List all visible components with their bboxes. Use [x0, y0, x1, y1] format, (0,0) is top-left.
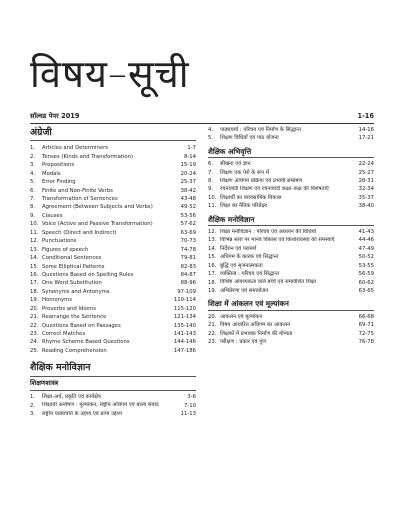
toc-entry-number: 4.	[208, 126, 214, 133]
toc-entry-pages: 47-49	[358, 245, 374, 252]
toc-entry-pages: 56-59	[358, 271, 374, 278]
toc-entry-number: 1.	[30, 394, 36, 401]
toc-entry-pages: 28-31	[358, 177, 374, 184]
toc-entry-pages: 74-78	[180, 246, 196, 253]
toc-entry[interactable]	[30, 347, 196, 355]
toc-entry-title: निर्देशन एवं परामर्श	[220, 245, 257, 252]
toc-entry-number: 4.	[30, 170, 36, 177]
toc-entry-number: 3.	[30, 411, 36, 418]
toc-entry-pages: 50-52	[358, 254, 374, 261]
toc-entry-title: Correct Matches	[42, 331, 86, 338]
toc-entry-pages: 141-143	[173, 331, 196, 338]
section-heading-edu-psych: शैक्षिक मनोविज्ञान	[30, 361, 196, 376]
toc-entry-pages: 63-65	[358, 288, 374, 295]
toc-entry-number: 21.	[30, 314, 39, 321]
toc-entry-pages: 121-134	[173, 314, 196, 321]
section-heading-manovigyan: शैक्षिक मनोविज्ञान	[208, 214, 374, 226]
toc-entry-title: Punctuations	[42, 238, 77, 245]
toc-entry-number: 23.	[208, 338, 217, 345]
toc-entry[interactable]	[30, 313, 196, 321]
toc-entry-title: शिक्षण अधिगम प्रक्रिया एवं प्रभावी सम्प्रेषण	[220, 177, 303, 184]
toc-entry-title: Proverbs and Idioms	[42, 305, 96, 312]
toc-entry-pages: 60-62	[358, 279, 374, 286]
toc-entry-title: Speech (Direct and Indirect)	[42, 229, 117, 236]
toc-entry-pages: 57-62	[180, 221, 196, 228]
toc-entry[interactable]	[208, 321, 374, 329]
toc-entry-title: शिक्षार्थी अन्वेषण : मूल्यांकन, राष्ट्रीय अधिगम एवं बाल्य संवाद	[42, 402, 159, 409]
toc-entry-number: 2.	[30, 153, 36, 160]
toc-entry-title: परीक्षण : प्रकार एवं गुण	[220, 338, 267, 345]
toc-entry-title: Questions Based on Spelling Rules	[42, 271, 134, 278]
toc-entry-pages: 97-109	[177, 288, 196, 295]
page-title: विषय–सूची	[30, 52, 190, 96]
toc-entry-number: 20.	[30, 305, 39, 312]
toc-entry-pages: 32-34	[358, 186, 374, 193]
toc-entry-number: 9.	[208, 186, 214, 193]
toc-entry[interactable]	[30, 187, 196, 195]
solved-paper-pages: 1-16	[357, 112, 374, 120]
toc-entry-number: 14.	[30, 255, 39, 262]
toc-entry[interactable]	[30, 229, 196, 237]
toc-entry-pages: 7-10	[183, 402, 196, 409]
pedagogy-toc-list	[30, 393, 196, 418]
toc-entry[interactable]	[30, 410, 196, 418]
toc-entry-number: 20.	[208, 313, 217, 320]
toc-entry-title: अभिप्रेरणा एवं समायोजन	[220, 288, 269, 295]
toc-entry-title: Rhyme Scheme Based Questions	[42, 339, 130, 346]
toc-entry-pages: 110-114	[173, 297, 196, 304]
toc-entry-pages: 88-96	[180, 280, 196, 287]
toc-entry[interactable]	[208, 194, 374, 202]
toc-entry-number: 22.	[208, 330, 217, 337]
toc-entry-title: Conditional Sentences	[42, 255, 102, 262]
toc-entry[interactable]	[208, 262, 374, 270]
assessment-toc-list	[208, 313, 374, 347]
toc-entry-title: शिक्षा का नैतिक परिप्रेक्ष्य	[220, 203, 268, 210]
toc-entry-title: विभिन्न स्तरों पर मानव विकास एवं किशोरावस्था की समस्याएँ	[220, 237, 335, 244]
manovigyan-toc-list	[208, 228, 374, 296]
toc-entry-number: 2.	[30, 402, 36, 409]
toc-entry-pages: 35-37	[358, 194, 374, 201]
toc-entry-number: 14.	[208, 245, 217, 252]
toc-entry-number: 5.	[30, 179, 36, 186]
toc-entry-title: शिक्षार्थी का व्यावसायिक विकास	[220, 194, 282, 201]
toc-entry-pages: 11-13	[180, 411, 196, 418]
toc-entry-title: Figures of speech	[42, 246, 89, 253]
toc-entry-number: 12.	[30, 238, 39, 245]
toc-entry-pages: 69-71	[358, 322, 374, 329]
toc-entry-title: Questions Based on Passages	[42, 322, 121, 329]
toc-entry-number: 13.	[30, 246, 39, 253]
toc-entry-number: 21.	[208, 322, 217, 329]
toc-entry-title: One Word Substitution	[42, 280, 102, 287]
toc-entry-title: Tenses (Kinds and Transformation)	[42, 153, 134, 160]
toc-entry-pages: 22-24	[358, 161, 374, 168]
toc-entry[interactable]	[30, 237, 196, 245]
toc-entry-pages: 49-52	[180, 204, 196, 211]
toc-entry-title: Agreement (Between Subjects and Verbs)	[42, 204, 153, 211]
toc-entry-number: 18.	[30, 288, 39, 295]
adhigam-toc-list	[208, 160, 374, 211]
toc-entry-pages: 70-73	[180, 238, 196, 245]
toc-entry[interactable]	[30, 178, 196, 186]
toc-entry[interactable]	[208, 185, 374, 193]
toc-entry-number: 11.	[30, 229, 39, 236]
toc-entry-number: 13.	[208, 237, 217, 244]
toc-entry[interactable]	[30, 338, 196, 346]
toc-entry-pages: 79-81	[180, 255, 196, 262]
toc-entry-number: 15.	[208, 254, 217, 261]
toc-entry[interactable]	[208, 279, 374, 287]
section-heading-english: अंग्रेजी	[30, 126, 196, 141]
subsection-heading-pedagogy: शिक्षणशास्त्र	[30, 378, 59, 387]
english-toc-list	[30, 144, 196, 355]
toc-entry-title: रचनावादी शिक्षण एवं रचनावादी कक्षा–कक्ष की विशेषताएँ	[220, 186, 329, 193]
solved-paper-row[interactable]	[30, 113, 374, 120]
toc-entry-title: Modals	[42, 170, 61, 177]
toc-entry-number: 12.	[208, 228, 217, 235]
toc-entry-title: Clauses	[42, 212, 63, 219]
toc-entry-title: अधिगम के कारक एवं सिद्धान्त	[220, 254, 279, 261]
toc-entry-pages: 14-16	[358, 126, 374, 133]
toc-entry-number: 23.	[30, 331, 39, 338]
toc-entry-number: 8.	[30, 204, 36, 211]
toc-entry-number: 15.	[30, 263, 39, 270]
toc-entry-title: पाठ्यचर्या : परिचय एवं निर्माण के सिद्धान्त	[220, 126, 301, 133]
toc-entry[interactable]	[208, 236, 374, 244]
toc-entry[interactable]	[30, 153, 196, 161]
toc-entry-pages: 8-14	[183, 153, 196, 160]
toc-entry-title: Voice (Active and Passive Transformation)	[42, 221, 153, 228]
toc-entry-title: शिक्षा मनोविज्ञान : परिचय एवं अध्ययन की विधियाँ	[220, 228, 317, 235]
toc-entry-pages: 43-48	[180, 196, 196, 203]
toc-entry[interactable]	[208, 245, 374, 253]
toc-entry[interactable]	[30, 305, 196, 313]
toc-entry-title: बुद्धि एवं सृजनात्मकता	[220, 262, 263, 269]
toc-entry-title: Finite and Non-Finite Verbs	[42, 187, 113, 194]
toc-entry[interactable]	[208, 313, 374, 321]
toc-entry-pages: 53-56	[180, 212, 196, 219]
toc-entry[interactable]	[208, 287, 374, 295]
toc-entry-number: 8.	[208, 177, 214, 184]
toc-entry-title: Prepositions	[42, 162, 75, 169]
toc-entry[interactable]	[30, 296, 196, 304]
toc-entry-number: 7.	[208, 169, 214, 176]
toc-entry-title: शिक्षण विधियाँ एवं पाठ योजना	[220, 135, 279, 142]
toc-entry-title: विषय आधारित अधिगम का आकलन	[220, 322, 291, 329]
toc-entry[interactable]	[30, 254, 196, 262]
toc-entry[interactable]	[30, 330, 196, 338]
toc-entry-pages: 15-19	[180, 162, 196, 169]
subsection-divider	[30, 390, 196, 391]
toc-entry[interactable]	[30, 203, 196, 211]
toc-entry-pages: 135-140	[173, 322, 196, 329]
toc-entry-number: 5.	[208, 135, 214, 142]
toc-entry[interactable]	[30, 279, 196, 287]
toc-entry-number: 6.	[30, 187, 36, 194]
toc-entry-pages: 44-46	[358, 237, 374, 244]
toc-entry-number: 6.	[208, 161, 214, 168]
left-column	[30, 126, 196, 419]
toc-entry-title: Reading Comprehension	[42, 347, 107, 354]
section-heading-adhigam: शैक्षिक अभिवृत्ति	[208, 146, 374, 158]
toc-entry-pages: 144-146	[173, 339, 196, 346]
toc-entry-title: Rearrange the Sentence	[42, 314, 107, 321]
toc-entry-pages: 53-55	[358, 262, 374, 269]
header-divider	[30, 123, 374, 124]
toc-entry-title: Articles and Determiners	[42, 145, 109, 152]
toc-entry-number: 3.	[30, 162, 36, 169]
toc-entry-number: 22.	[30, 322, 39, 329]
toc-entry-number: 19.	[30, 297, 39, 304]
toc-entry-title: विशिष्ट आवश्यकता वाले बच्चे एवं समावेशित शिक्षा	[220, 279, 316, 286]
toc-entry-pages: 63-69	[180, 229, 196, 236]
toc-entry-pages: 38-42	[180, 187, 196, 194]
toc-entry-number: 9.	[30, 212, 36, 219]
toc-entry-number: 24.	[30, 339, 39, 346]
toc-entry-pages: 41-43	[358, 228, 374, 235]
toc-entry-number: 16.	[208, 262, 217, 269]
toc-entry-number: 1.	[30, 145, 36, 152]
toc-entry-title: राष्ट्रीय पाठ्यचर्या के उद्देश्य एवं प्राप्य उद्देश्य	[42, 410, 122, 417]
toc-entry[interactable]	[30, 195, 196, 203]
toc-entry-title: Synonyms and Antonyms	[42, 288, 110, 295]
toc-entry-number: 17.	[30, 280, 39, 287]
pedagogy-continued-toc-list	[208, 126, 374, 143]
toc-entry-number: 25.	[30, 347, 39, 354]
toc-entry-title: Error Finding	[42, 179, 76, 186]
toc-entry-number: 17.	[208, 271, 217, 278]
toc-entry[interactable]	[30, 220, 196, 228]
toc-entry[interactable]	[208, 228, 374, 236]
toc-entry-pages: 115-120	[173, 305, 196, 312]
toc-entry-pages: 25-37	[180, 179, 196, 186]
toc-entry-number: 16.	[30, 271, 39, 278]
toc-entry-pages: 17-21	[358, 135, 374, 142]
toc-entry-title: Some Elliptical Patterns	[42, 263, 105, 270]
toc-entry-pages: 82-83	[180, 263, 196, 270]
toc-entry-number: 19.	[208, 288, 217, 295]
toc-entry-pages: 20-24	[180, 170, 196, 177]
toc-entry-title: Transformation of Sentences	[42, 196, 118, 203]
toc-entry[interactable]	[208, 126, 374, 134]
toc-entry-title: Homonyms	[42, 297, 73, 304]
toc-entry-pages: 25-27	[358, 169, 374, 176]
toc-entry[interactable]	[208, 169, 374, 177]
toc-entry-pages: 76-78	[358, 338, 374, 345]
toc-entry-title: शिक्षा-अर्थ, प्रकृति एवं कार्यक्षेत्र	[42, 394, 101, 401]
toc-entry[interactable]	[30, 393, 196, 401]
toc-entry-pages: 66-68	[358, 313, 374, 320]
toc-entry[interactable]	[30, 246, 196, 254]
section-heading-assessment: शिक्षा में आंकलन एवं मूल्यांकन	[208, 298, 374, 310]
toc-entry[interactable]	[208, 338, 374, 346]
solved-paper-label: सॉल्वड पेपर 2019	[30, 112, 80, 120]
toc-entry-number: 10.	[208, 194, 217, 201]
toc-entry[interactable]	[30, 212, 196, 220]
toc-entry-number: 11.	[208, 203, 217, 210]
toc-entry-number: 10.	[30, 221, 39, 228]
toc-entry[interactable]	[208, 177, 374, 185]
toc-entry-pages: 84-87	[180, 271, 196, 278]
toc-entry-number: 7.	[30, 196, 36, 203]
toc-entry[interactable]	[30, 161, 196, 169]
right-column	[208, 126, 374, 346]
toc-entry-title: शिक्षण एक पेशे के रूप में	[220, 169, 269, 176]
toc-entry-pages: 1-7	[187, 145, 196, 152]
toc-entry-title: सीखना एवं ज्ञान	[220, 161, 251, 168]
toc-entry[interactable]	[208, 270, 374, 278]
toc-entry[interactable]	[30, 170, 196, 178]
toc-entry[interactable]	[30, 402, 196, 410]
toc-entry-pages: 72-75	[358, 330, 374, 337]
toc-entry-title: व्यक्तित्व : परिचय एवं सिद्धान्त	[220, 271, 280, 278]
toc-entry-number: 18.	[208, 279, 217, 286]
toc-entry[interactable]	[208, 330, 374, 338]
toc-entry-pages: 38-40	[358, 203, 374, 210]
toc-entry-pages: 147-186	[173, 347, 196, 354]
toc-entry[interactable]	[208, 134, 374, 142]
toc-entry[interactable]	[208, 160, 374, 168]
toc-entry[interactable]	[30, 144, 196, 152]
toc-entry-title: शिक्षकों में प्रभावक निर्माण की योग्यता	[220, 330, 293, 337]
toc-entry[interactable]	[30, 322, 196, 330]
toc-entry[interactable]	[208, 253, 374, 261]
toc-entry[interactable]	[208, 202, 374, 210]
toc-entry-pages: 3-6	[187, 394, 196, 401]
toc-entry[interactable]	[30, 288, 196, 296]
toc-entry-title: आकलन एवं मूल्यांकन	[220, 313, 263, 320]
toc-entry[interactable]	[30, 263, 196, 271]
toc-entry[interactable]	[30, 271, 196, 279]
